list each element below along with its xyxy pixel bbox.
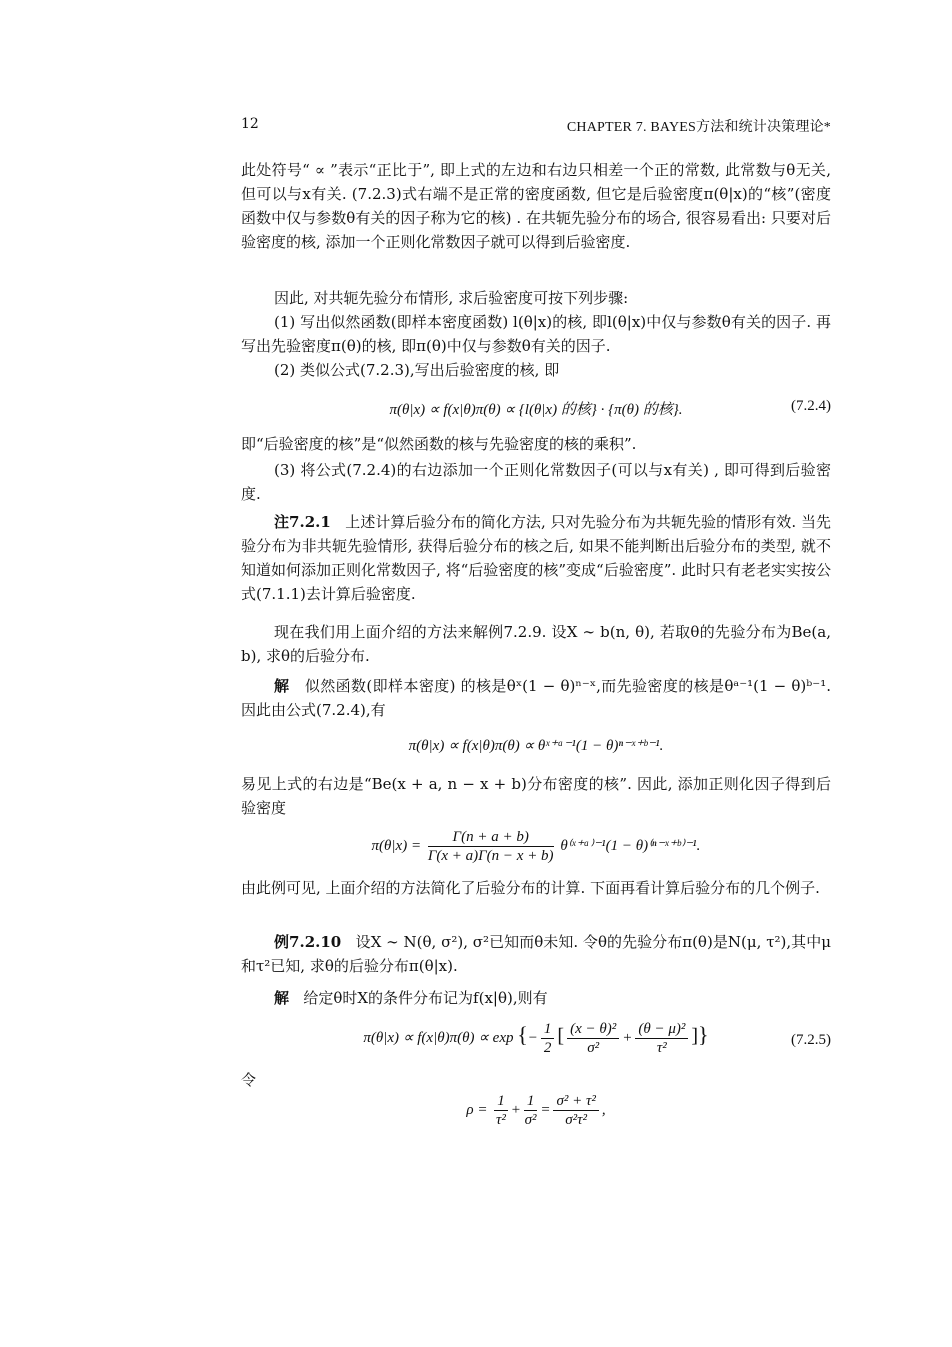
fraction-likelihood: $\frac{\text{(x − θ)²}}{\text{σ²}}$ [567,1020,619,1057]
paragraph-6: (3) 将公式(7.2.4)的右边添加一个正则化常数因子(可以与x有关) , 即可得到后验密度. [241,461,831,503]
posterior-rhs: θ⁽ˣ⁺ᵃ⁾⁻¹(1 − θ)⁽ⁿ⁻ˣ⁺ᵇ⁾⁻¹. [560,837,701,854]
running-title: CHAPTER 7. BAYES方法和统计决策理论* [566,120,831,135]
solution-2-label: 解 [274,989,290,1007]
paragraph-11: 由此例可见, 上面介绍的方法简化了后验分布的计算. 下面再看计算后验分布的几个例子. [241,879,820,897]
note-label: 注7.2.1 [274,513,331,531]
equation-7-2-5-number: (7.2.5) [791,1032,831,1048]
solution-2-text: 给定θ时X的条件分布记为f(x|θ),则有 [303,989,548,1007]
paragraph-let: 令 [241,1071,257,1089]
equation-beta-kernel [241,736,831,766]
fraction-prior: $\frac{\text{(θ − μ)²}}{\text{τ²}}$ [635,1020,688,1057]
paragraph-4: (2) 类似公式(7.2.3),写出后验密度的核, 即 [274,361,560,379]
posterior-denominator: Γ(x + a)Γ(n − x + b) [427,848,554,864]
paragraph-2: 因此, 对共轭先验分布情形, 求后验密度可按下列步骤: [274,289,629,307]
half-fraction: $\frac{1}{2}$ [541,1020,555,1057]
equation-beta-kernel-body: π(θ|x) ∝ f(x|θ)π(θ) ∝ θˣ⁺ᵃ⁻¹(1 − θ)ⁿ⁻ˣ⁺ᵇ⁻¹. [408,738,664,754]
eq725-lhs: π(θ|x) ∝ f(x|θ)π(θ) ∝ exp [363,1029,514,1046]
example-label: 例7.2.10 [274,933,342,951]
paragraph-3: (1) 写出似然函数(即样本密度函数) l(θ|x)的核, 即l(θ|x)中仅与参数θ有关的因子. 再写出先验密度π(θ)的核, 即π(θ)中仅与参数θ有关的因子. [241,313,831,355]
example-text: 设X ∼ N(θ, σ²), σ²已知而θ未知. 令θ的先验分布π(θ)是N(μ, τ²),其中μ和τ²已知, 求θ的后验分布π(θ|x). [241,933,831,975]
page-number: 12 [241,116,259,132]
equation-rho: ρ = $\frac{1}{\text{τ²}}$ + $\frac{1}{\text{σ²}}$ = $\frac{\text{σ² + τ²}}{\text{σ²τ²}}$ , [466,1093,606,1128]
equation-7-2-4-body: π(θ|x) ∝ f(x|θ)π(θ) ∝ {l(θ|x) 的核} · {π(θ) 的核}. [389,402,683,418]
equation-7-2-4-number: (7.2.4) [791,398,831,414]
solution-1 [241,674,831,722]
solution-2 [241,986,831,1010]
equation-posterior-beta [241,826,831,870]
paragraph-5: 即“后验密度的核”是“似然函数的核与先验密度的核的乘积”. [241,435,637,453]
posterior-numerator: Γ(n + a + b) [428,828,554,847]
posterior-lhs: π(θ|x) = [371,837,422,854]
running-header [241,116,831,136]
note-text: 上述计算后验分布的简化方法, 只对先验分布为共轭先验的情形有效. 当先验分布为非共轭先验情形, 获得后验分布的核之后, 如果不能判断出后验分布的类型, 就不知道如何添加正则化常数因子, 将“后验密度的核”变成“后验密度”. 此时只有老老实实按公式(7.1.1)去计算后验密度. [241,513,831,603]
example-7-2-10 [241,930,831,978]
left-brace: { [517,1021,528,1047]
paragraph-8: 现在我们用上面介绍的方法来解例7.2.9. 设X ∼ b(n, θ), 若取θ的先验分布为Be(a, b), 求θ的后验分布. [241,623,831,665]
paragraph-1: 此处符号“ ∝ ”表示“正比于”, 即上式的左边和右边只相差一个正的常数, 此常数与θ无关, 但可以与x有关. (7.2.3)式右端不是正常的密度函数, 但它是后验密度π(θ|x)的“核”(密度函数中仅与参数θ有关的因子称为它的核) . 在共轭先验分布的场合, 很容易看出: 只要对后验密度的核, 添加一个正则化常数因子就可以得到后验密度. [241,161,831,251]
posterior-fraction [428,828,554,865]
right-brace: } [698,1021,709,1047]
equation-7-2-5: π(θ|x) ∝ f(x|θ)π(θ) ∝ exp {− $\frac{1}{2}$ [ $\frac{\text{(x − θ)²}}{\text{σ²}}$ + $\frac{\text{(θ − μ)²}}{\text{τ²}}$ ]} (7.2.5) [363,1021,831,1056]
note-7-2-1 [241,510,831,606]
solution-text: 似然函数(即样本密度) 的核是θˣ(1 − θ)ⁿ⁻ˣ,而先验密度的核是θᵃ⁻¹(1 − θ)ᵇ⁻¹. 因此由公式(7.2.4),有 [241,677,831,719]
solution-label: 解 [274,677,290,695]
rho-lhs: ρ = [466,1101,488,1118]
equation-7-2-4 [241,398,831,428]
paragraph-10: 易见上式的右边是“Be(x + a, n − x + b)分布密度的核”. 因此, 添加正则化因子得到后验密度 [241,775,831,817]
